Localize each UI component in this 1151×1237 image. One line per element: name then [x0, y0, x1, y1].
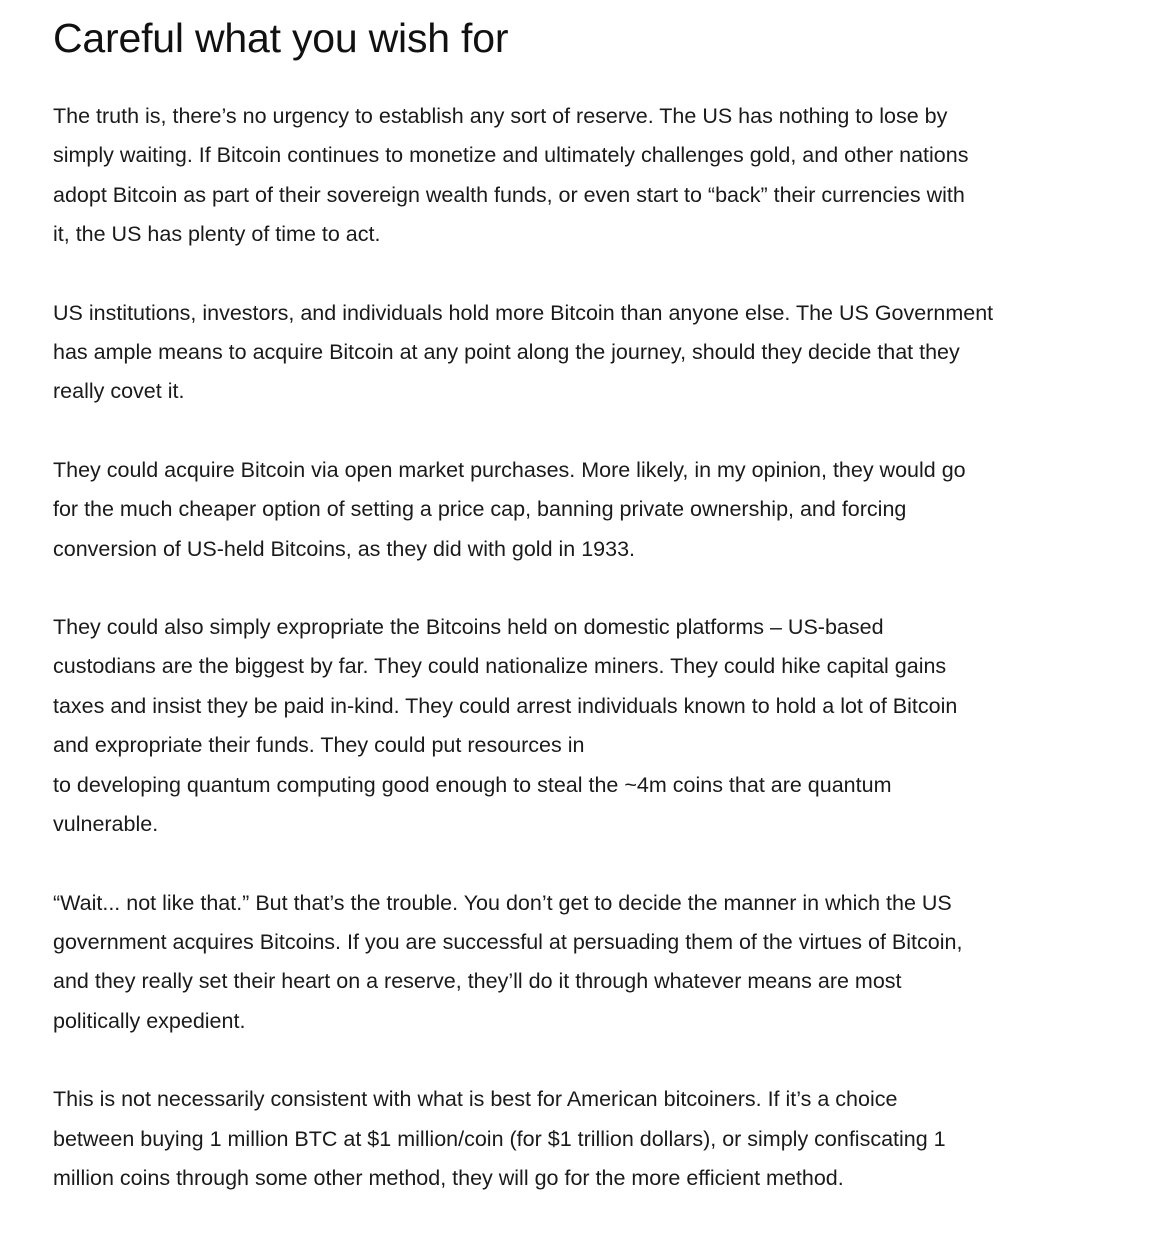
paragraph-line: vulnerable. — [53, 812, 159, 837]
paragraph-line: really covet it. — [53, 379, 185, 404]
article-paragraph — [53, 451, 1113, 569]
paragraph-line: taxes and insist they be paid in-kind. They could arrest individuals known to hold a lot of Bitcoin — [53, 693, 958, 718]
paragraph-line: it, the US has plenty of time to act. — [53, 222, 381, 247]
paragraph-line: between buying 1 million BTC at $1 million/coin (for $1 trillion dollars), or simply confiscating 1 — [53, 1126, 946, 1151]
paragraph-line: They could also simply expropriate the Bitcoins held on domestic platforms – US-based — [53, 615, 884, 640]
paragraph-line: has ample means to acquire Bitcoin at any point along the journey, should they decide that they — [53, 340, 960, 365]
paragraph-line: and expropriate their funds. They could put resources in — [53, 733, 585, 758]
paragraph-line: to developing quantum computing good enough to steal the ~4m coins that are quantum — [53, 772, 892, 797]
paragraph-line: conversion of US-held Bitcoins, as they did with gold in 1933. — [53, 536, 636, 561]
paragraph-line: for the much cheaper option of setting a price cap, banning private ownership, and forcing — [53, 497, 907, 522]
article-paragraph — [53, 884, 1113, 1042]
paragraph-line: simply waiting. If Bitcoin continues to monetize and ultimately challenges gold, and other nations — [53, 143, 969, 168]
article-paragraph — [53, 97, 1113, 255]
paragraph-line: million coins through some other method, they will go for the more efficient method. — [53, 1165, 844, 1190]
article-paragraph — [53, 608, 1113, 844]
article — [53, 10, 1113, 1237]
paragraph-line: custodians are the biggest by far. They could nationalize miners. They could hike capital gains — [53, 654, 947, 679]
paragraph-line: and they really set their heart on a reserve, they’ll do it through whatever means are most — [53, 969, 902, 994]
article-title: Careful what you wish for — [53, 15, 509, 61]
paragraph-line: government acquires Bitcoins. If you are successful at persuading them of the virtues of Bitcoin, — [53, 929, 963, 954]
paragraph-line: This is not necessarily consistent with what is best for American bitcoiners. If it’s a choice — [53, 1087, 898, 1112]
article-body — [53, 97, 1113, 1198]
paragraph-line: adopt Bitcoin as part of their sovereign wealth funds, or even start to “back” their currencies with — [53, 182, 965, 207]
paragraph-line: US institutions, investors, and individuals hold more Bitcoin than anyone else. The US Government — [53, 300, 994, 325]
article-paragraph — [53, 1080, 1113, 1198]
article-paragraph — [53, 294, 1113, 412]
paragraph-line: “Wait... not like that.” But that’s the trouble. You don’t get to decide the manner in which the US — [53, 890, 952, 915]
paragraph-line: They could acquire Bitcoin via open market purchases. More likely, in my opinion, they would go — [53, 457, 966, 482]
paragraph-line: politically expedient. — [53, 1008, 246, 1033]
paragraph-line: The truth is, there’s no urgency to establish any sort of reserve. The US has nothing to lose by — [53, 104, 948, 128]
